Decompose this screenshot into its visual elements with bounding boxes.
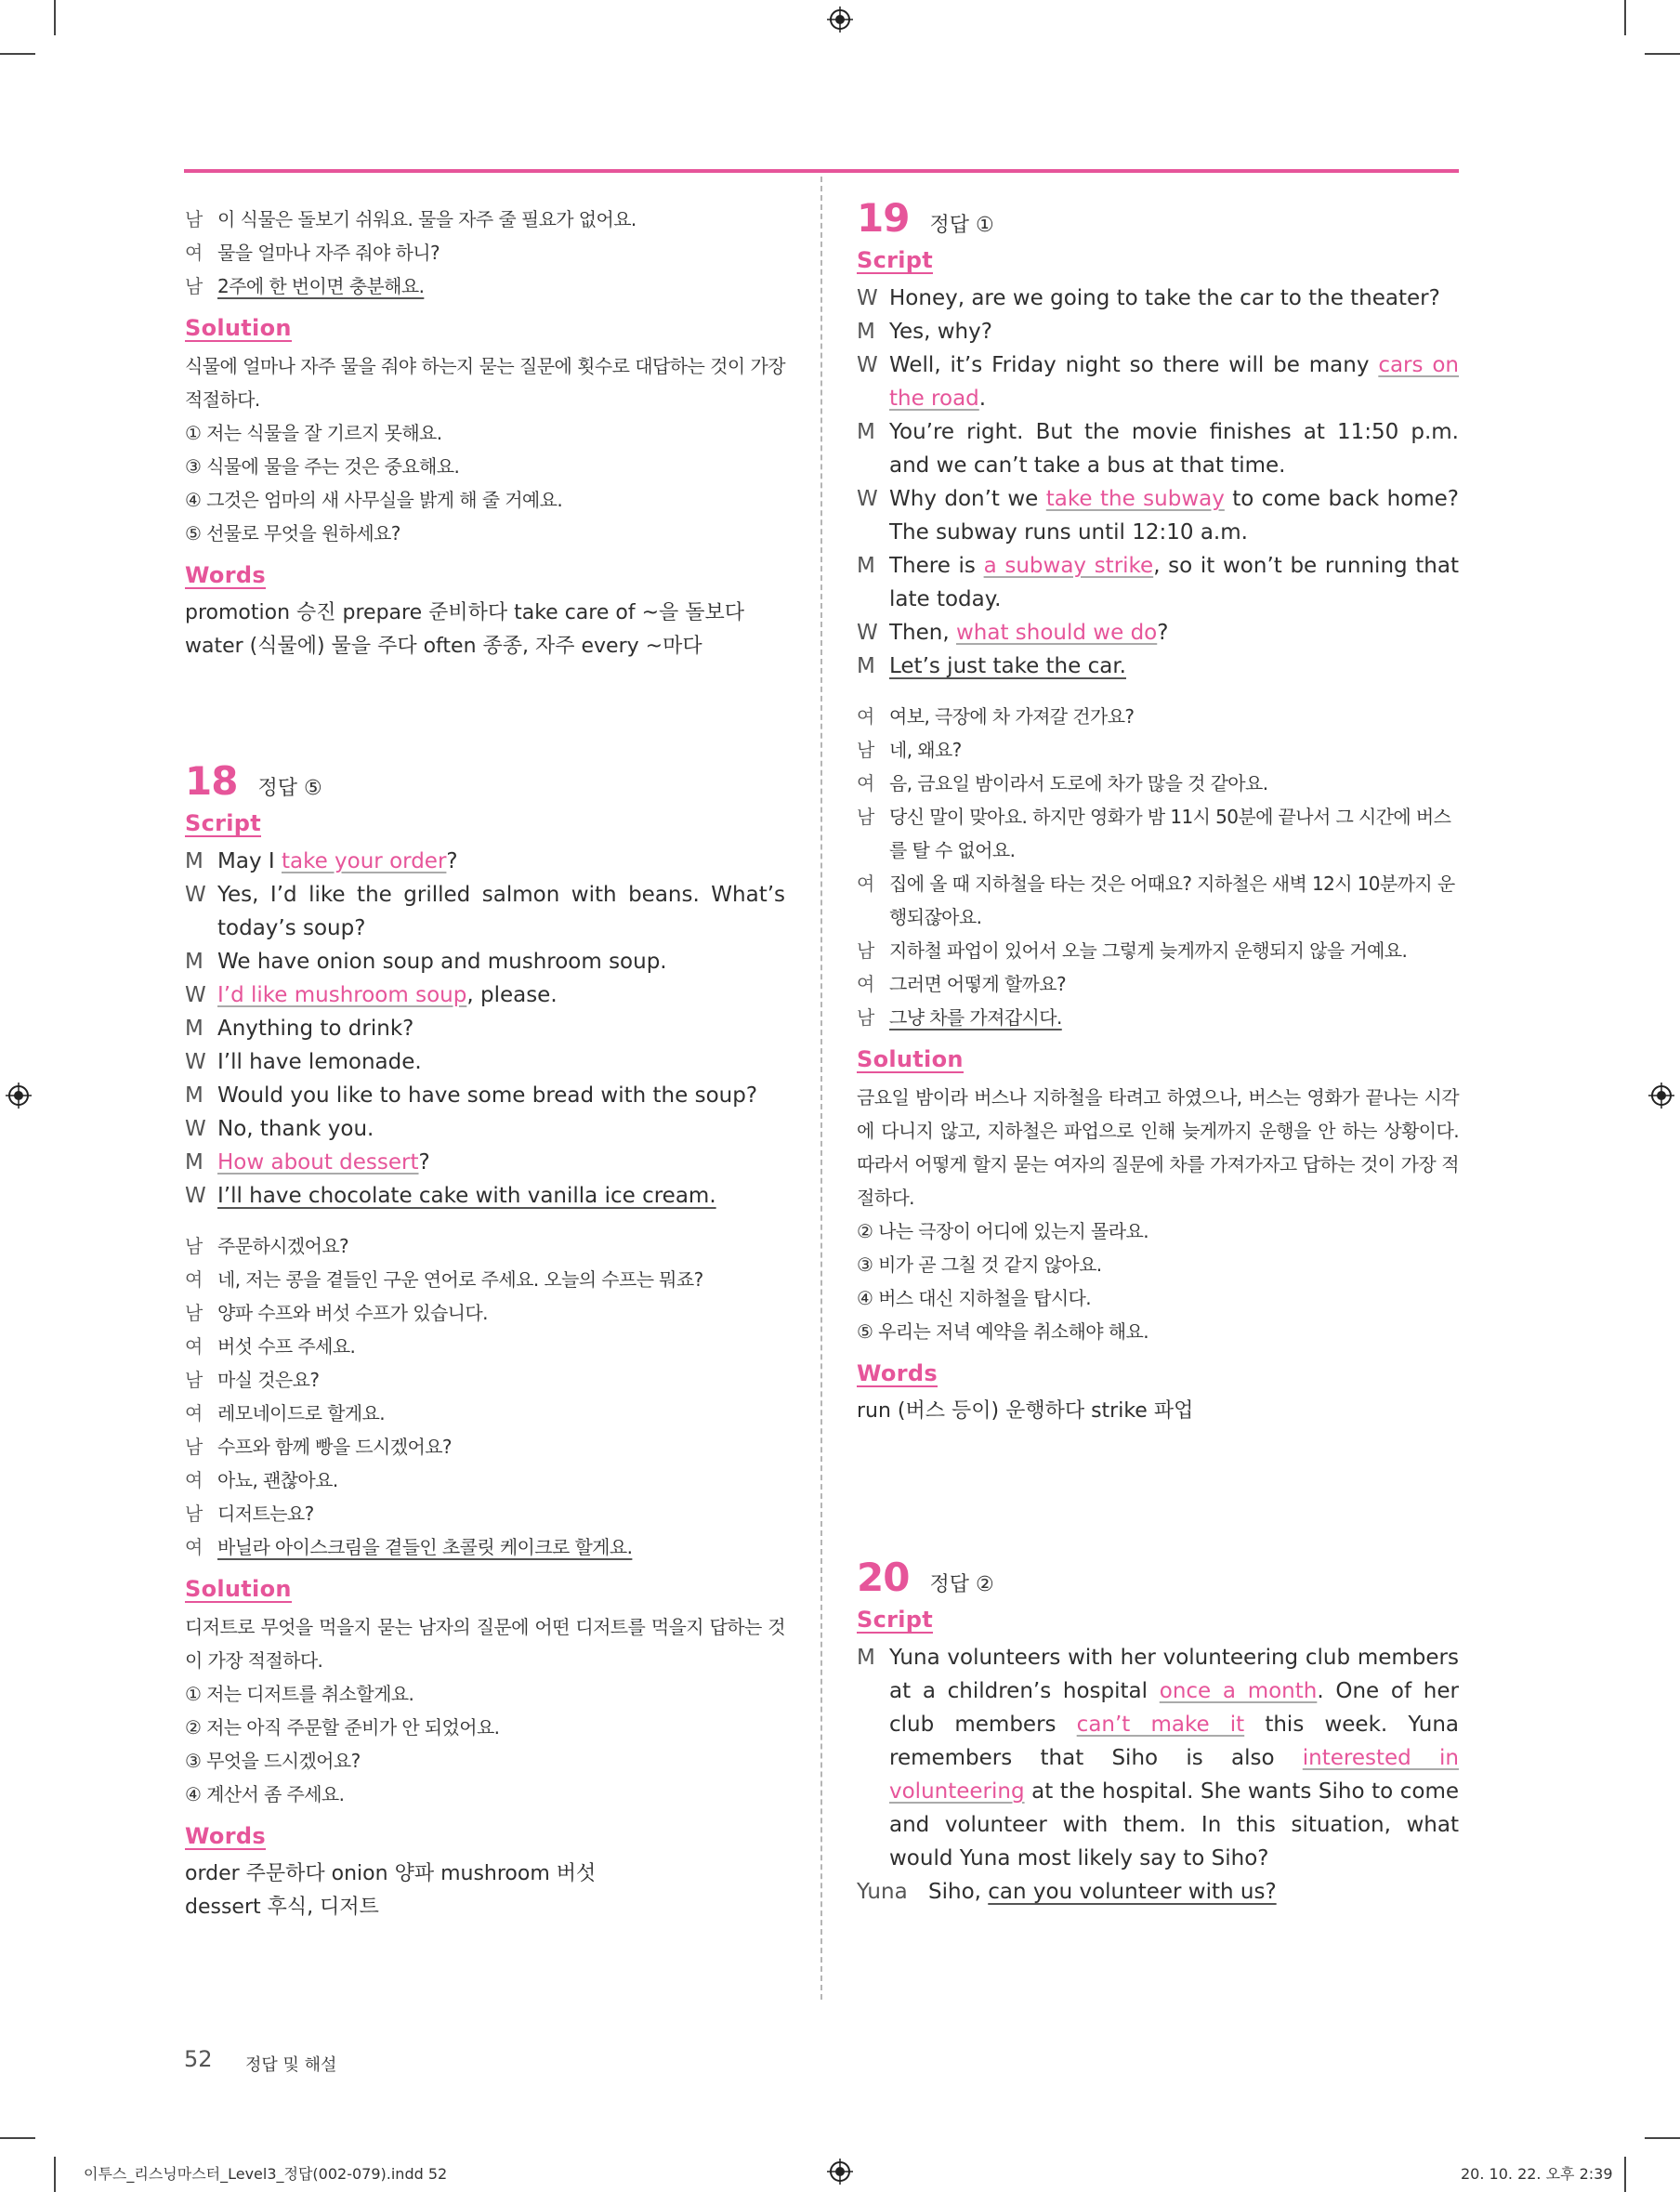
dialog-line (185, 1530, 785, 1564)
speaker-label: 여 (185, 1536, 203, 1558)
script-text (217, 945, 785, 978)
answer-label: 정답 ① (929, 214, 994, 237)
option-item: ① 저는 디저트를 취소할게요. (185, 1683, 414, 1705)
korean-dialog (857, 700, 1459, 1034)
script-text (889, 650, 1459, 683)
key-phrase: interested in volunteering (889, 1746, 1459, 1804)
solution-label: Solution (185, 315, 292, 341)
dialog-line (185, 1229, 785, 1263)
solution-text: 금요일 밤이라 버스나 지하철을 타려고 하였으나, 버스는 영화가 끝나는 시각에 다니지 않고, 지하철은 파업으로 인해 늦게까지 운행을 안 하는 상황이다. 따라서 어떻게 할지 묻는 여자의 질문에 차를 가져가자고 답하는 것이 가장 적절하다. (857, 1086, 1459, 1209)
speaker-label: W (185, 883, 206, 907)
script-fragment: There is (889, 554, 984, 578)
script-line (857, 282, 1459, 315)
script-fragment: can you volunteer with us? (988, 1880, 1277, 1904)
script-text (928, 1875, 1459, 1909)
speaker-label: W (185, 1117, 206, 1141)
speaker-label: W (857, 621, 878, 645)
speaker-label: M (185, 1017, 203, 1041)
speaker-label: M (185, 849, 203, 873)
script-line (857, 482, 1459, 549)
script-fragment: You’re right. But the movie finishes at 11:50 p.m. and we can’t take a bus at that time. (889, 420, 1459, 478)
question-header (857, 195, 1459, 241)
script-fragment: ? (446, 849, 458, 873)
speaker-label: 여 (857, 772, 874, 794)
script-fragment: I’ll have chocolate cake with vanilla ice cream. (217, 1184, 716, 1208)
script-text (889, 415, 1459, 482)
slug-date: 20. 10. 22. 오후 2:39 (1461, 2165, 1613, 2183)
registration-mark-icon (6, 1083, 32, 1109)
script-line (857, 549, 1459, 616)
dialog-text: 레모네이드로 할게요. (217, 1402, 385, 1424)
script-text (217, 845, 785, 878)
crop-mark (0, 2137, 35, 2139)
registration-mark-icon (1648, 1083, 1674, 1109)
script-fragment: Then, (889, 621, 956, 645)
speaker-label: W (185, 983, 206, 1007)
dialog-line (857, 767, 1459, 800)
script-label: Script (857, 1607, 934, 1633)
script-line (857, 650, 1459, 683)
key-phrase: cars on the road (889, 353, 1460, 411)
speaker-label: 남 (857, 806, 874, 828)
script-line (185, 945, 785, 978)
script-line (185, 1112, 785, 1146)
script-fragment: Well, it’s Friday night so there will be many (889, 353, 1379, 377)
english-script (857, 1641, 1459, 1909)
script-label: Script (185, 810, 262, 836)
dialog-text: 바닐라 아이스크림을 곁들인 초콜릿 케이크로 할게요. (217, 1536, 633, 1558)
speaker-label: 남 (185, 275, 203, 297)
registration-mark-icon (827, 7, 853, 33)
option-item: ③ 무엇을 드시겠어요? (185, 1750, 361, 1772)
option-item: ⑤ 선물로 무엇을 원하세요? (185, 522, 400, 545)
dialog-text: 버섯 수프 주세요. (217, 1335, 356, 1358)
answer-label: 정답 ② (929, 1573, 994, 1596)
option-item: ⑤ 우리는 저녁 예약을 취소해야 해요. (857, 1320, 1148, 1343)
script-line (185, 878, 785, 945)
script-fragment: to come back home? The subway runs until 12:10 a.m. (889, 487, 1460, 545)
korean-dialog (185, 203, 785, 303)
question-header (857, 1555, 1459, 1600)
script-text (217, 1079, 785, 1112)
dialog-line (857, 800, 1459, 867)
dialog-line (185, 236, 785, 269)
question-number: 20 (857, 1555, 910, 1600)
speaker-label: 여 (185, 242, 203, 264)
script-text (217, 1146, 785, 1179)
script-line (857, 315, 1459, 348)
option-item: ② 저는 아직 주문할 준비가 안 되었어요. (185, 1716, 500, 1739)
left-column (185, 173, 785, 1924)
script-text (217, 1112, 785, 1146)
key-phrase: what should we do (955, 621, 1158, 645)
question-header (185, 758, 785, 804)
script-fragment: Yes, why? (889, 320, 992, 344)
script-fragment: Yuna volunteers with her volunteering club members at a children’s hospital (889, 1646, 1459, 1703)
script-text (889, 1641, 1459, 1875)
column-divider (820, 177, 822, 2000)
script-fragment: this week. Yuna remembers that Siho is also (889, 1713, 1460, 1770)
script-line (185, 845, 785, 878)
script-text (889, 315, 1459, 348)
script-text (889, 282, 1459, 315)
dialog-line (185, 1430, 785, 1464)
script-line (185, 978, 785, 1012)
script-line (857, 415, 1459, 482)
registration-mark-icon (827, 2159, 853, 2185)
script-fragment: Anything to drink? (217, 1017, 414, 1041)
speaker-label: 남 (857, 1006, 874, 1029)
script-fragment: May I (217, 849, 282, 873)
script-line (857, 1641, 1459, 1875)
script-line (185, 1179, 785, 1213)
speaker-label: 여 (857, 973, 874, 995)
question-number: 19 (857, 195, 910, 241)
dialog-text: 집에 올 때 지하철을 타는 것은 어때요? 지하철은 새벽 12시 10분까지 운행되잖아요. (889, 873, 1455, 928)
dialog-line (857, 967, 1459, 1001)
script-fragment: We have onion soup and mushroom soup. (217, 950, 667, 974)
script-fragment: I’ll have lemonade. (217, 1050, 422, 1074)
script-fragment: Siho, (928, 1880, 989, 1904)
option-item: ③ 비가 곧 그칠 것 같지 않아요. (857, 1254, 1102, 1276)
speaker-label: M (857, 554, 875, 578)
words-label: Words (185, 1823, 266, 1849)
speaker-label: M (185, 1150, 203, 1175)
speaker-label: W (857, 487, 878, 511)
script-text (217, 1179, 785, 1213)
dialog-text: 음, 금요일 밤이라서 도로에 차가 많을 것 같아요. (889, 772, 1268, 794)
dialog-line (185, 1464, 785, 1497)
speaker-label: 여 (185, 1335, 203, 1358)
dialog-line (185, 1397, 785, 1430)
script-fragment: . (978, 387, 987, 411)
english-script (857, 282, 1459, 683)
solution-text: 식물에 얼마나 자주 물을 줘야 하는지 묻는 질문에 횟수로 대답하는 것이 가장 적절하다. (185, 355, 785, 411)
speaker-label: 여 (857, 873, 874, 895)
speaker-label: M (857, 420, 875, 444)
script-fragment: . One of her club members (889, 1679, 1459, 1737)
dialog-line (857, 934, 1459, 967)
crop-mark (1624, 2157, 1626, 2192)
solution-options (185, 416, 785, 550)
script-text (889, 549, 1459, 616)
words-line: order 주문하다 onion 양파 mushroom 버섯 (185, 1862, 597, 1885)
script-fragment: , so it won’t be running that late today. (889, 554, 1459, 611)
option-item: ④ 버스 대신 지하철을 탑시다. (857, 1287, 1092, 1309)
script-text (889, 348, 1459, 415)
dialog-text: 마실 것은요? (217, 1369, 320, 1391)
speaker-label: 여 (857, 705, 874, 728)
dialog-text: 이 식물은 돌보기 쉬워요. 물을 자주 줄 필요가 없어요. (217, 208, 637, 230)
words-line: dessert 후식, 디저트 (185, 1896, 379, 1919)
words-label: Words (185, 562, 266, 588)
script-fragment: at the hospital. She wants Siho to come and volunteer with them. In this situation, what would Yuna most likely say to Siho? (889, 1779, 1459, 1870)
script-fragment: Yes, I’d like the grilled salmon with beans. What’s today’s soup? (217, 883, 785, 940)
option-item: ① 저는 식물을 잘 기르지 못해요. (185, 422, 442, 444)
dialog-line (185, 269, 785, 303)
dialog-text: 물을 얼마나 자주 줘야 하니? (217, 242, 440, 264)
question-number: 18 (185, 758, 238, 804)
script-text (217, 1045, 785, 1079)
page-number: 52 (184, 2046, 213, 2072)
speaker-label: 남 (857, 739, 874, 761)
script-fragment: , please. (466, 983, 558, 1007)
speaker-label: M (857, 654, 875, 678)
dialog-text: 네, 저는 콩을 곁들인 구운 연어로 주세요. 오늘의 수프는 뭐죠? (217, 1268, 703, 1291)
dialog-text: 네, 왜요? (889, 739, 962, 761)
korean-dialog (185, 1229, 785, 1564)
solution-options (185, 1677, 785, 1811)
script-line (185, 1079, 785, 1112)
crop-mark (54, 0, 56, 35)
key-phrase: a subway strike (983, 554, 1154, 578)
speaker-label: 남 (185, 1436, 203, 1458)
speaker-label: 여 (185, 1402, 203, 1424)
speaker-label: M (185, 950, 203, 974)
script-text (889, 616, 1459, 650)
speaker-label: W (857, 286, 878, 310)
dialog-line (185, 203, 785, 236)
words-line: promotion 승진 prepare 준비하다 take care of ~을 돌보다 (185, 601, 745, 624)
speaker-label: 여 (185, 1469, 203, 1491)
speaker-label: 남 (857, 939, 874, 962)
key-phrase: take your order (281, 849, 447, 873)
script-fragment: ? (418, 1150, 430, 1175)
script-fragment: Honey, are we going to take the car to the theater? (889, 286, 1440, 310)
dialog-line (857, 867, 1459, 934)
dialog-text: 디저트는요? (217, 1503, 314, 1525)
crop-mark (54, 2157, 56, 2192)
script-line (857, 348, 1459, 415)
dialog-line (857, 1001, 1459, 1034)
key-phrase: once a month (1159, 1679, 1318, 1703)
script-fragment: Would you like to have some bread with the soup? (217, 1083, 758, 1108)
dialog-line (857, 733, 1459, 767)
solution-label: Solution (857, 1046, 964, 1072)
dialog-line (185, 1263, 785, 1296)
dialog-line (185, 1497, 785, 1530)
solution-label: Solution (185, 1576, 292, 1602)
script-line (185, 1012, 785, 1045)
key-phrase: How about dessert (217, 1150, 419, 1175)
script-label: Script (857, 247, 934, 273)
script-text (217, 978, 785, 1012)
words-label: Words (857, 1360, 938, 1386)
key-phrase: can’t make it (1076, 1713, 1245, 1737)
dialog-text: 2주에 한 번이면 충분해요. (217, 275, 425, 297)
speaker-label: 남 (185, 1369, 203, 1391)
script-fragment: Let’s just take the car. (889, 654, 1126, 678)
dialog-text: 당신 말이 맞아요. 하지만 영화가 밤 11시 50분에 끝나서 그 시간에 버스를 탈 수 없어요. (889, 806, 1451, 861)
script-line (857, 1875, 1459, 1909)
dialog-text: 아뇨, 괜찮아요. (217, 1469, 338, 1491)
crop-mark (1645, 53, 1680, 55)
option-item: ③ 식물에 물을 주는 것은 중요해요. (185, 455, 460, 478)
speaker-label: W (185, 1050, 206, 1074)
crop-mark (1624, 0, 1626, 35)
crop-mark (0, 53, 35, 55)
right-column (857, 173, 1459, 1909)
dialog-line (185, 1330, 785, 1363)
script-text (217, 1012, 785, 1045)
speaker-label: M (185, 1083, 203, 1108)
script-fragment: No, thank you. (217, 1117, 374, 1141)
speaker-label: 남 (185, 1235, 203, 1257)
script-line (185, 1045, 785, 1079)
script-text (217, 878, 785, 945)
speaker-label: Yuna (857, 1880, 908, 1904)
dialog-text: 그냥 차를 가져갑시다. (889, 1006, 1062, 1029)
dialog-text: 수프와 함께 빵을 드시겠어요? (217, 1436, 452, 1458)
dialog-text: 주문하시겠어요? (217, 1235, 349, 1257)
key-phrase: take the subway (1045, 487, 1225, 511)
dialog-text: 그러면 어떻게 할까요? (889, 973, 1067, 995)
speaker-label: 여 (185, 1268, 203, 1291)
option-item: ② 나는 극장이 어디에 있는지 몰라요. (857, 1220, 1148, 1242)
dialog-line (857, 700, 1459, 733)
footer-title: 정답 및 해설 (245, 2055, 337, 2075)
dialog-line (185, 1363, 785, 1397)
solution-options (857, 1214, 1459, 1348)
answer-label: 정답 ⑤ (257, 777, 322, 800)
dialog-text: 여보, 극장에 차 가져갈 건가요? (889, 705, 1135, 728)
english-script (185, 845, 785, 1213)
solution-text: 디저트로 무엇을 먹을지 묻는 남자의 질문에 어떤 디저트를 먹을지 답하는 것이 가장 적절하다. (185, 1616, 785, 1672)
slug-file: 이투스_리스닝마스터_Level3_정답(002-079).indd 52 (84, 2165, 448, 2183)
script-line (857, 616, 1459, 650)
speaker-label: M (857, 320, 875, 344)
key-phrase: I’d like mushroom soup (217, 983, 467, 1007)
words-line: water (식물에) 물을 주다 often 종종, 자주 every ~마다 (185, 635, 702, 658)
script-text (889, 482, 1459, 549)
speaker-label: W (185, 1184, 206, 1208)
option-item: ④ 계산서 좀 주세요. (185, 1783, 345, 1805)
script-line (185, 1146, 785, 1179)
dialog-text: 양파 수프와 버섯 수프가 있습니다. (217, 1302, 488, 1324)
option-item: ④ 그것은 엄마의 새 사무실을 밝게 해 줄 거예요. (185, 489, 563, 511)
speaker-label: W (857, 353, 878, 377)
script-fragment: ? (1157, 621, 1169, 645)
words-line: run (버스 등이) 운행하다 strike 파업 (857, 1399, 1194, 1423)
speaker-label: 남 (185, 1302, 203, 1324)
script-fragment: Why don’t we (889, 487, 1046, 511)
speaker-label: 남 (185, 208, 203, 230)
crop-mark (1645, 2137, 1680, 2139)
speaker-label: 남 (185, 1503, 203, 1525)
dialog-text: 지하철 파업이 있어서 오늘 그렇게 늦게까지 운행되지 않을 거예요. (889, 939, 1408, 962)
dialog-line (185, 1296, 785, 1330)
speaker-label: M (857, 1646, 875, 1670)
